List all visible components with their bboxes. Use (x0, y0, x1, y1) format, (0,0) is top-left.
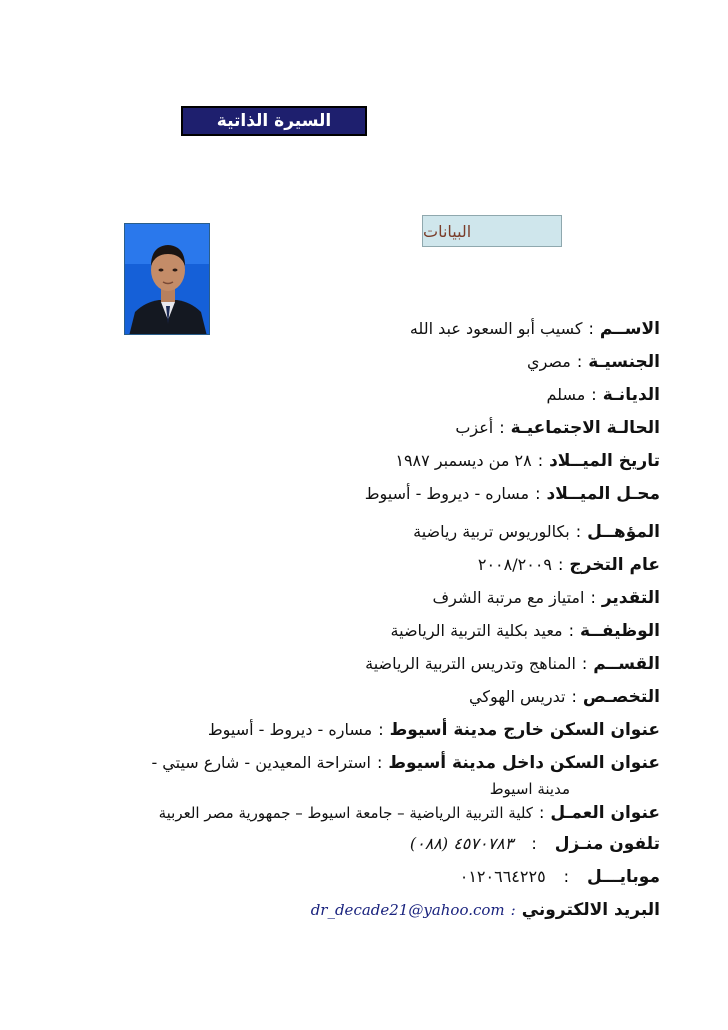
field-label: الحالـة الاجتماعيـة (510, 418, 660, 438)
field-label: القســم (593, 654, 660, 674)
section-heading: البيانات (422, 215, 562, 247)
field-row-work-address (10, 799, 660, 827)
field-row-graduation-year (10, 548, 660, 581)
separator: : (558, 555, 564, 574)
cv-fields (10, 312, 660, 926)
field-label: الوظيفــة (580, 621, 660, 641)
field-value: ٢٠٠٨/٢٠٠٩ (477, 555, 552, 574)
field-value: تدريس الهوكي (469, 687, 566, 706)
field-row-address-inside (10, 746, 660, 779)
field-value: مسلم (546, 385, 586, 404)
field-row-address-outside (10, 713, 660, 746)
field-row-mobile (10, 860, 660, 893)
field-row-home-phone (10, 827, 660, 860)
separator: : (531, 834, 537, 853)
separator: : (537, 451, 544, 470)
separator: : (575, 522, 582, 541)
separator: : (563, 867, 570, 886)
separator: : (510, 901, 516, 919)
separator: : (576, 352, 583, 371)
field-label: البريد الالكتروني (521, 900, 660, 920)
field-row-specialization (10, 680, 660, 713)
separator: : (581, 654, 588, 673)
separator: : (538, 803, 545, 822)
field-value: المناهج وتدريس التربية الرياضية (365, 654, 576, 673)
field-value: مصري (527, 352, 571, 371)
separator: : (568, 621, 574, 640)
field-label: عنوان السكن خارج مدينة أسيوط (389, 720, 660, 740)
field-label: عنوان العمـل (550, 803, 660, 823)
field-label: التخصـص (582, 687, 660, 707)
field-value: مدينة اسيوط (489, 780, 570, 798)
separator: : (535, 484, 541, 503)
email-link[interactable]: dr_decade21@yahoo.com (310, 901, 505, 919)
field-row-address-inside-continued (10, 779, 660, 799)
field-row-job (10, 614, 660, 647)
field-label: محـل الميــلاد (546, 484, 660, 504)
field-label: الديانـة (602, 385, 660, 405)
separator: : (378, 720, 384, 739)
field-label: تاريخ الميــلاد (549, 451, 660, 471)
field-row-qualification (10, 515, 660, 548)
separator: : (571, 687, 577, 706)
separator: : (588, 319, 594, 338)
field-value: ٠١٢٠٦٦٤٢٢٥ (459, 867, 546, 886)
field-value: استراحة المعيدين - شارع سيتي - (151, 753, 371, 772)
field-row-department (10, 647, 660, 680)
field-value: بكالوريوس تربية رياضية (413, 522, 570, 541)
field-label: الاســم (599, 319, 660, 339)
field-label: عام التخرج (569, 555, 660, 575)
field-value: كلية التربية الرياضية – جامعة اسيوط – جمهورية مصر العربية (158, 804, 533, 822)
field-value: مساره - ديروط - أسيوط (207, 720, 373, 739)
field-value: ٢٨ من ديسمبر ١٩٨٧ (395, 451, 532, 470)
field-label: تلفون منـزل (554, 834, 660, 854)
field-row-birth-date (10, 444, 660, 477)
separator: : (590, 588, 596, 607)
field-value: كسيب أبو السعود عبد الله (409, 319, 583, 338)
field-value: معيد بكلية التربية الرياضية (390, 621, 563, 640)
field-row-religion (10, 378, 660, 411)
field-row-email (10, 893, 660, 926)
field-label: الجنسيـة (588, 352, 660, 372)
field-row-name (10, 312, 660, 345)
separator: : (591, 385, 597, 404)
field-row-birth-place (10, 477, 660, 510)
separator: : (499, 418, 505, 437)
field-label: موبايـــل (587, 867, 660, 887)
field-row-marital-status (10, 411, 660, 444)
field-label: عنوان السكن داخل مدينة أسيوط (388, 753, 660, 773)
field-value: أعزب (455, 418, 494, 437)
field-row-grade (10, 581, 660, 614)
field-value: مساره - ديروط - أسيوط (364, 484, 530, 503)
field-row-nationality (10, 345, 660, 378)
field-label: التقدير (601, 588, 660, 608)
field-value: ٤٥٧٠٧٨٣ (٠٨٨) (409, 834, 514, 853)
field-label: المؤهــل (587, 522, 660, 542)
page-title: السيرة الذاتية (181, 106, 367, 136)
separator: : (376, 753, 383, 772)
field-value: امتياز مع مرتبة الشرف (432, 588, 585, 607)
